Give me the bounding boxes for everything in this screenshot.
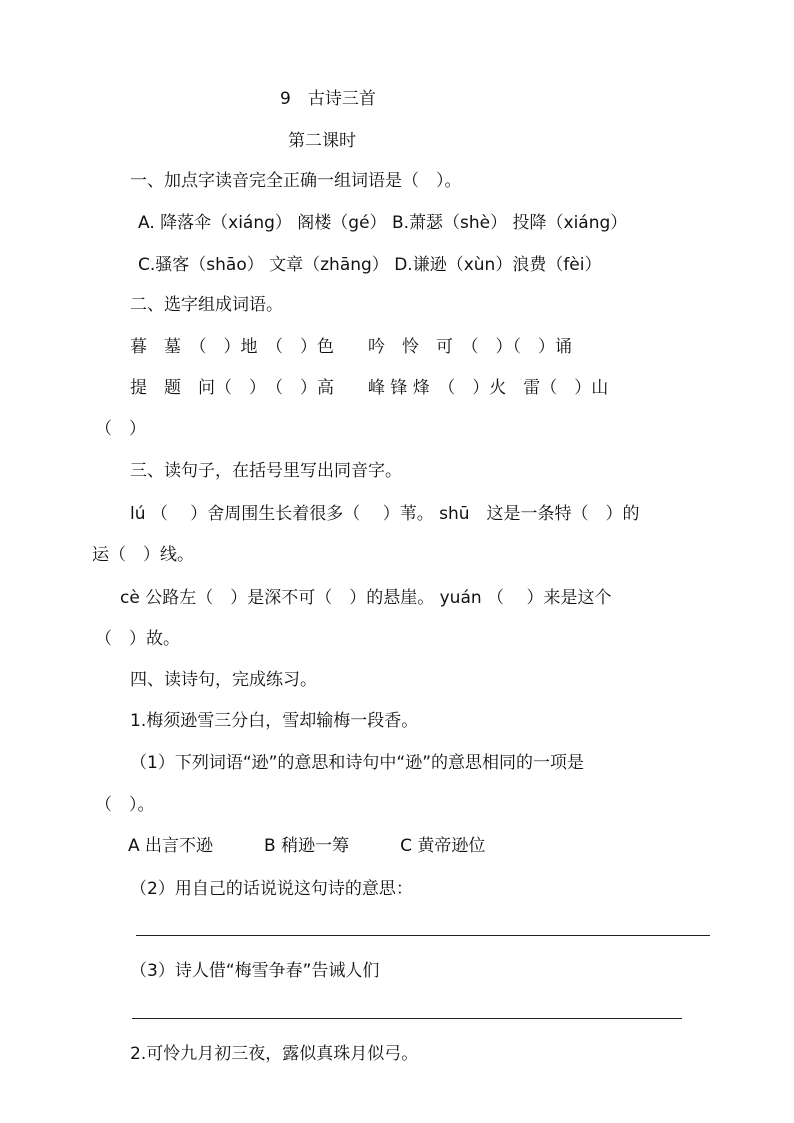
q3-heading: 三、读句子，在括号里写出同音字。 <box>130 461 402 481</box>
q3-sentence1: lú （ ）舍周围生长着很多（ ）苇。 shū 这是一条特（ ）的 <box>130 504 640 524</box>
poem1-question1: （1）下列词语“逊”的意思和诗句中“逊”的意思相同的一项是 <box>130 753 585 773</box>
poem-line-2: 2.可怜九月初三夜，露似真珠月似弓。 <box>130 1044 419 1064</box>
q1-options-row2: C.骚客（shāo） 文章（zhāng） D.谦逊（xùn）浪费（fèi） <box>138 255 602 275</box>
poem1-question1-options: A 出言不逊 B 稍逊一筹 C 黄帝逊位 <box>128 836 486 856</box>
page-title: 9 古诗三首 <box>280 89 376 109</box>
poem-line-1: 1.梅须逊雪三分白，雪却输梅一段香。 <box>130 711 419 731</box>
q2-row1: 暮 墓 （ ）地 （ ）色 吟 怜 可 （ ）（ ）诵 <box>130 337 572 357</box>
poem1-question1-continuation: （ ）。 <box>95 795 155 815</box>
q1-heading: 一、加点字读音完全正确一组词语是（ ）。 <box>130 171 462 191</box>
q2-heading: 二、选字组成词语。 <box>130 295 283 315</box>
q2-row2: 提 题 问（ ） （ ）高 峰 锋 烽 （ ）火 雷（ ）山 <box>130 378 609 398</box>
answer-line-2 <box>132 1018 682 1019</box>
q1-options-row1: A. 降落伞（xiáng） 阁楼（gé） B.萧瑟（shè） 投降（xiáng） <box>138 213 628 233</box>
poem1-question3: （3）诗人借“梅雪争春”告诫人们 <box>130 961 380 981</box>
poem1-question2: （2）用自己的话说说这句诗的意思： <box>130 879 413 899</box>
q4-heading: 四、读诗句，完成练习。 <box>130 670 317 690</box>
answer-line-1 <box>136 935 710 936</box>
q3-sentence2-continuation: （ ）故。 <box>95 629 180 649</box>
q3-sentence2: cè 公路左（ ）是深不可（ ）的悬崖。 yuán （ ）来是这个 <box>120 588 612 608</box>
q2-row2-continuation: （ ） <box>95 419 146 439</box>
lesson-subtitle: 第二课时 <box>288 131 356 151</box>
q3-sentence1-continuation: 运（ ）线。 <box>92 545 194 565</box>
